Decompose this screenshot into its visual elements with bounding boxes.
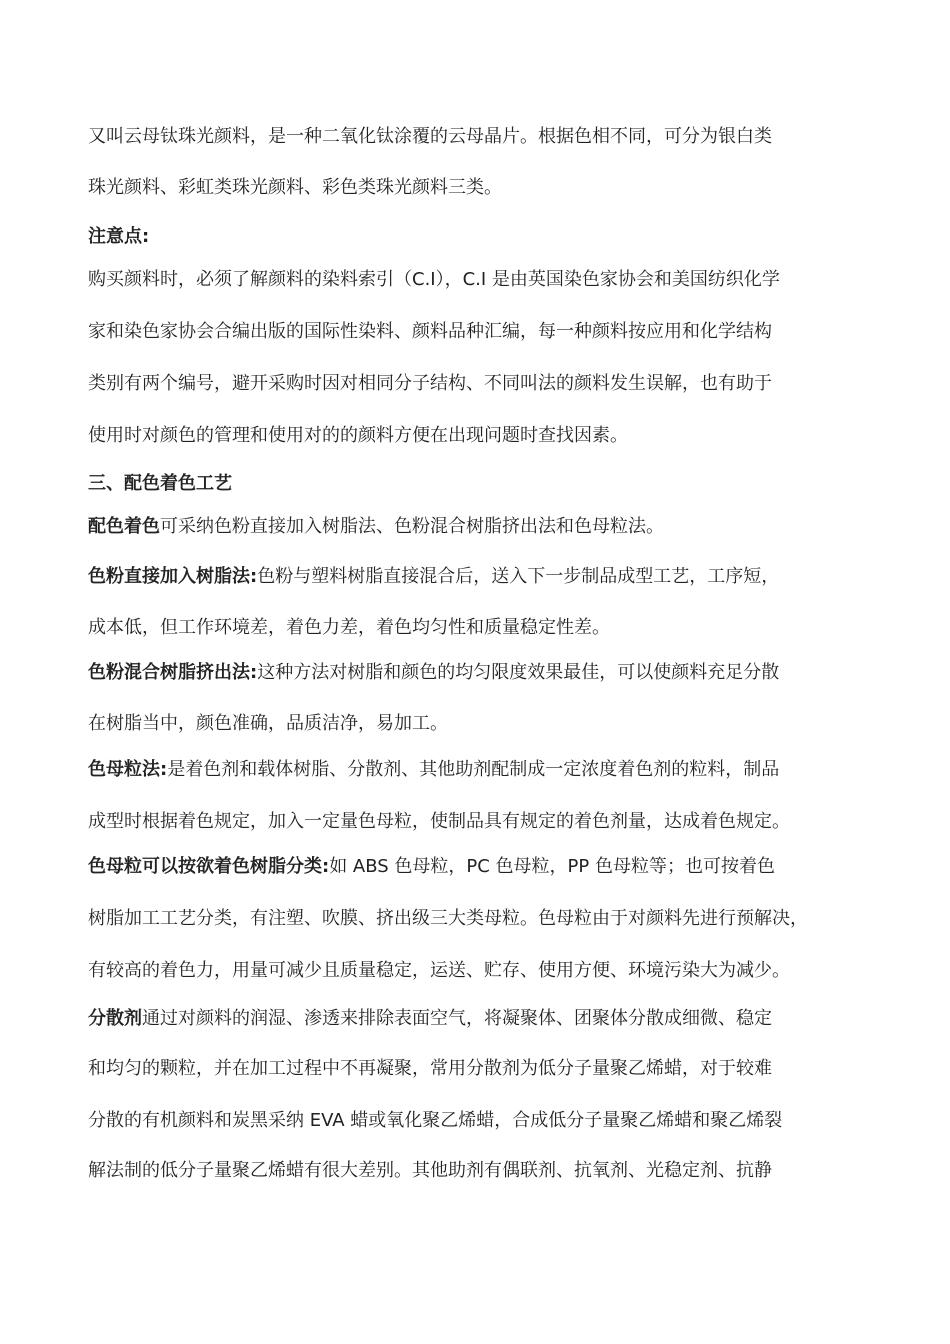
text: 使用时对颜色的管理和使用对的的颜料方便在出现问题时查找因素。 bbox=[88, 425, 628, 446]
text-line bbox=[88, 711, 868, 737]
text-line bbox=[88, 175, 868, 201]
text-line bbox=[88, 757, 868, 783]
text: 可采纳色粉直接加入树脂法、色粉混合树脂挤出法和色母粒法。 bbox=[160, 516, 664, 537]
text-line bbox=[88, 423, 868, 449]
text: 成本低，但工作环境差，着色力差，着色均匀性和质量稳定性差。 bbox=[88, 617, 610, 638]
text: 和均匀的颗粒，并在加工过程中不再凝聚，常用分散剂为低分子量聚乙烯蜡，对于较难 bbox=[88, 1058, 772, 1079]
text: 三、配色着色工艺 bbox=[88, 473, 232, 494]
text-line bbox=[88, 615, 868, 641]
text-line bbox=[88, 319, 868, 345]
term: 配色着色 bbox=[88, 516, 160, 537]
text: 在树脂当中，颜色准确，品质洁净，易加工。 bbox=[88, 713, 448, 734]
text-line bbox=[88, 371, 868, 397]
term: 色粉混合树脂挤出法: bbox=[88, 662, 258, 683]
text: 这种方法对树脂和颜色的均匀限度效果最佳，可以使颜料充足分散 bbox=[257, 662, 780, 683]
text-line bbox=[88, 660, 868, 686]
text: 树脂加工工艺分类，有注塑、吹膜、挤出级三大类母粒。色母粒由于对颜料先进行预解决， bbox=[88, 908, 808, 929]
text-line bbox=[88, 267, 868, 293]
text-line bbox=[88, 1158, 868, 1184]
text-line bbox=[88, 1108, 868, 1134]
section-label bbox=[88, 224, 868, 250]
text: 通过对颜料的润湿、渗透来排除表面空气，将凝聚体、团聚体分散成细微、稳定 bbox=[142, 1008, 772, 1029]
text: 解法制的低分子量聚乙烯蜡有很大差别。其他助剂有偶联剂、抗氧剂、光稳定剂、抗静 bbox=[88, 1160, 772, 1181]
text-line bbox=[88, 1006, 868, 1032]
term: 色母粒法: bbox=[88, 759, 168, 780]
text: 珠光颜料、彩虹类珠光颜料、彩色类珠光颜料三类。 bbox=[88, 177, 502, 198]
text-line bbox=[88, 564, 868, 590]
term: 色母粒可以按欲着色树脂分类: bbox=[88, 856, 330, 877]
text: 成型时根据着色规定，加入一定量色母粒，使制品具有规定的着色剂量，达成着色规定。 bbox=[88, 811, 790, 832]
text: 是着色剂和载体树脂、分散剂、其他助剂配制成一定浓度着色剂的粒料，制品 bbox=[167, 759, 780, 780]
text-line bbox=[88, 906, 868, 932]
text-line bbox=[88, 1056, 868, 1082]
text: 如 ABS 色母粒，PC 色母粒，PP 色母粒等；也可按着色 bbox=[329, 856, 775, 877]
text: 分散的有机颜料和炭黑采纳 EVA 蜡或氧化聚乙烯蜡，合成低分子量聚乙烯蜡和聚乙烯裂 bbox=[88, 1110, 783, 1131]
term: 色粉直接加入树脂法: bbox=[88, 566, 258, 587]
text-line bbox=[88, 809, 868, 835]
text-line bbox=[88, 514, 868, 540]
text-line bbox=[88, 124, 868, 150]
text: 家和染色家协会合编出版的国际性染料、颜料品种汇编，每一种颜料按应用和化学结构 bbox=[88, 321, 772, 342]
text: 注意点: bbox=[88, 226, 150, 247]
text: 购买颜料时，必须了解颜料的染料索引（C.I），C.I 是由英国染色家协会和美国纺织化学 bbox=[88, 269, 780, 290]
text: 色粉与塑料树脂直接混合后，送入下一步制品成型工艺，工序短， bbox=[257, 566, 780, 587]
section-heading bbox=[88, 471, 868, 497]
text-line bbox=[88, 958, 868, 984]
term: 分散剂 bbox=[88, 1008, 142, 1029]
text-line bbox=[88, 854, 868, 880]
text: 又叫云母钛珠光颜料，是一种二氧化钛涂覆的云母晶片。根据色相不同，可分为银白类 bbox=[88, 126, 772, 147]
text: 有较高的着色力，用量可减少且质量稳定，运送、贮存、使用方便、环境污染大为减少。 bbox=[88, 960, 790, 981]
text: 类别有两个编号，避开采购时因对相同分子结构、不同叫法的颜料发生误解，也有助于 bbox=[88, 373, 772, 394]
